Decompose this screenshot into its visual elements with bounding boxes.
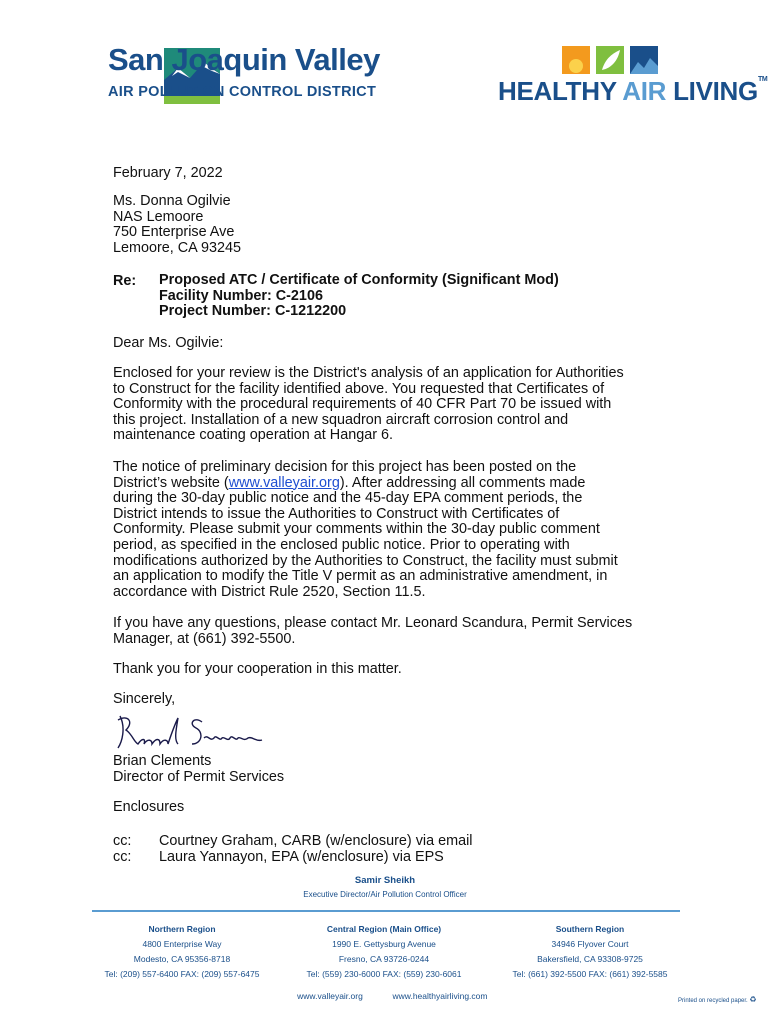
signer-name: Brian Clements [113,753,212,769]
paragraph-3 [113,616,673,647]
letter-date: February 7, 2022 [113,165,223,181]
address-line: Lemoore, CA 93245 [113,239,242,256]
region-street: 4800 Enterprise Way [142,939,222,949]
paragraph-line: modifications authorized by the Authorities to Construct, the facility must submit [113,552,618,569]
signer-block [113,754,673,785]
district-name: San Joaquin Valley [108,42,380,77]
paragraph-line: District intends to issue the Authorities to Construct with Certificates of [113,505,560,522]
paragraph-line: accordance with District Rule 2520, Section 11.5. [113,583,426,600]
officer-name: Samir Sheikh [354,875,416,886]
region-city: Fresno, CA 93726-0244 [338,954,430,964]
cc-label: cc: [113,849,132,865]
hal-word-2: AIR [622,76,667,106]
paragraph-line: Manager, at (661) 392-5500. [113,630,296,647]
address-line: 750 Enterprise Ave [113,224,235,241]
region-city: Bakersfield, CA 93308-9725 [537,954,643,964]
recycle-icon: ♻ [749,995,757,1004]
paragraph-line: this project. Installation of a new squadron aircraft corrosion control and [113,411,569,428]
recycled-paper-note [678,995,757,1004]
region-phone: Tel: (661) 392-5500 FAX: (661) 392-5585 [512,969,668,979]
region-name: Southern Region [555,924,625,934]
district-subtitle: AIR POLLUTION CONTROL DISTRICT [108,84,377,100]
website-healthyairliving[interactable]: www.healthyairliving.com [392,991,488,1001]
healthy-air-living-logo-icon [562,44,662,76]
region-street: 1990 E. Gettysburg Avenue [332,939,436,949]
paragraph-4: Thank you for your cooperation in this matter. [113,661,402,677]
website-valleyair[interactable]: www.valleyair.org [297,991,363,1001]
paragraph-line: period, as specified in the enclosed public notice. Prior to operating with [113,536,570,553]
paragraph-line: Enclosed for your review is the District's analysis of an application for Authorities [113,365,624,381]
hal-word-1: HEALTHY [498,76,623,106]
region-southern [500,924,680,979]
enclosures-label: Enclosures [113,799,185,815]
region-name: Central Region (Main Office) [326,924,442,934]
region-phone: Tel: (559) 230-6000 FAX: (559) 230-6061 [306,969,462,979]
officer-title: Executive Director/Air Pollution Control Officer [303,890,467,899]
paragraph-2 [113,460,673,600]
paragraph-line: during the 30-day public notice and the 45-day EPA comment periods, the [113,490,583,507]
recipient-address [113,194,673,256]
region-phone: Tel: (209) 557-6400 FAX: (209) 557-6475 [104,969,260,979]
cc-label: cc: [113,833,132,849]
subject-block [159,273,559,320]
address-line: NAS Lemoore [113,208,204,225]
salutation: Dear Ms. Ogilvie: [113,335,224,351]
hal-word-3: LIVING [666,76,758,106]
recycled-note-text: Printed on recycled paper. [678,998,748,1004]
facility-number: Facility Number: C-2106 [159,287,323,304]
paragraph-line: Conformity with the procedural requirements of 40 CFR Part 70 be issued with [113,396,612,413]
region-northern [92,924,272,979]
text-fragment: ). After addressing all comments made [339,474,586,491]
region-city: Modesto, CA 95356-8718 [133,954,231,964]
cc-recipient: Laura Yannayon, EPA (w/enclosure) via EPS [159,849,444,865]
subject-line: Proposed ATC / Certificate of Conformity (Significant Mod) [159,272,559,288]
handwritten-signature-icon [112,708,272,758]
paragraph-line: Conformity. Please submit your comments within the 30-day public comment [113,521,600,538]
region-name: Northern Region [148,924,216,934]
region-street: 34946 Flyover Court [551,939,629,949]
healthy-air-living-wordmark [498,76,767,107]
paragraph-line: an application to modify the Title V permit as an administrative amendment, in [113,568,608,585]
project-number: Project Number: C-1212200 [159,303,347,320]
trademark-mark: TM [757,76,768,83]
valleyair-link[interactable]: www.valleyair.org [228,474,340,491]
paragraph-line: maintenance coating operation at Hangar 6. [113,427,394,444]
paragraph-1 [113,366,673,444]
re-label: Re: [113,273,137,289]
footer-divider [92,910,680,912]
region-central [294,924,474,979]
closing: Sincerely, [113,691,176,707]
paragraph-line: If you have any questions, please contact Mr. Leonard Scandura, Permit Services [113,615,633,631]
signer-title: Director of Permit Services [113,768,285,785]
paragraph-line [113,476,673,492]
paragraph-line: to Construct for the facility identified above. You requested that Certificates of [113,380,605,397]
text-fragment: District’s website ( [113,474,229,491]
address-line: Ms. Donna Ogilvie [113,193,231,209]
cc-recipient: Courtney Graham, CARB (w/enclosure) via email [159,833,473,849]
paragraph-line: The notice of preliminary decision for this project has been posted on the [113,459,577,475]
